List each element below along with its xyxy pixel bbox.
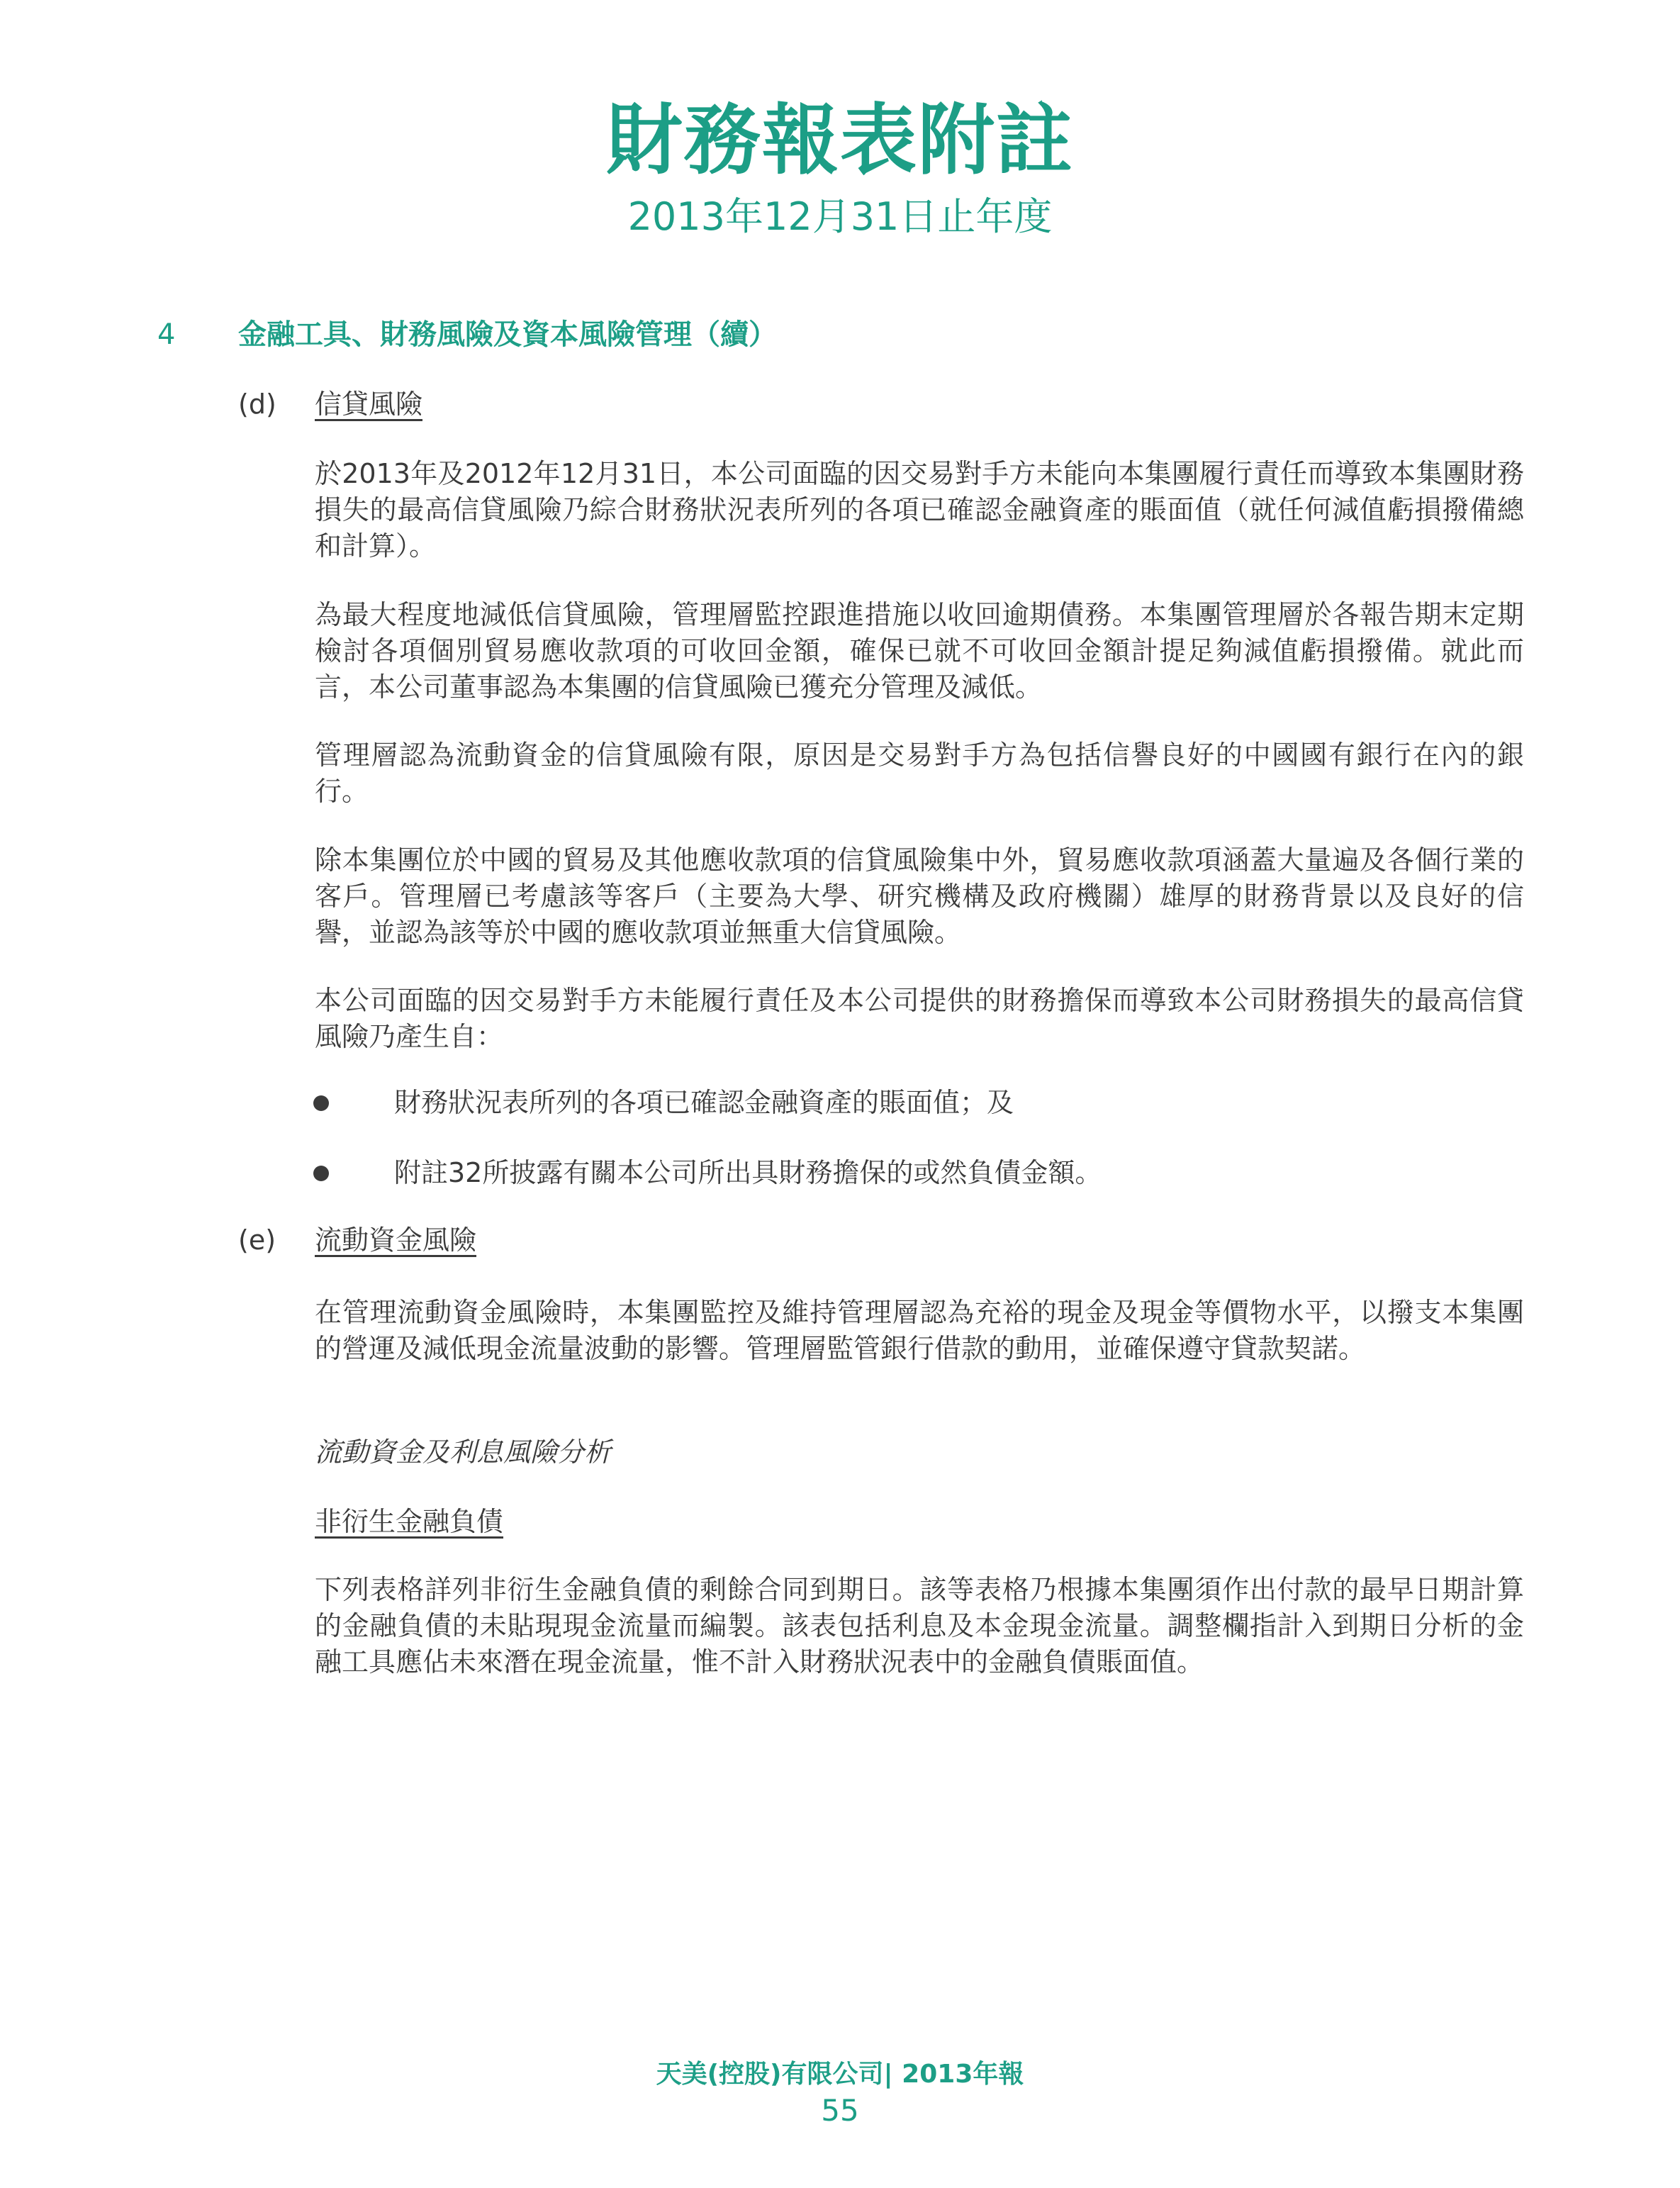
- bullet-icon: [313, 1095, 329, 1111]
- credit-risk-paragraph-5: 本公司面臨的因交易對手方未能履行責任及本公司提供的財務擔保而導致本公司財務損失的最高信貸風險乃產生自：: [315, 985, 1524, 1052]
- credit-risk-paragraph-3: 管理層認為流動資金的信貸風險有限，原因是交易對手方為包括信譽良好的中國國有銀行在內的銀行。: [315, 739, 1524, 807]
- credit-risk-paragraph-2: 為最大程度地減低信貸風險，管理層監控跟進措施以收回逾期債務。本集團管理層於各報告期末定期檢討各項個別貿易應收款項的可收回金額，確保已就不可收回金額計提足夠減值虧損撥備。就此而言，本公司董事認為本集團的信貸風險已獲充分管理及減低。: [315, 599, 1524, 703]
- subsection-d-heading: 信貸風險: [315, 389, 423, 420]
- credit-risk-paragraph-1: 於2013年及2012年12月31日，本公司面臨的因交易對手方未能向本集團履行責任而導致本集團財務損失的最高信貸風險乃綜合財務狀況表所列的各項已確認金融資產的賬面值（就任何減值虧損撥備總和計算）。: [315, 458, 1524, 562]
- footer-company: 天美(控股)有限公司| 2013年報: [656, 2060, 1024, 2089]
- section-number: 4: [157, 318, 176, 351]
- non-derivative-heading: 非衍生金融負債: [315, 1506, 504, 1537]
- non-derivative-heading-wrap: [315, 1504, 1524, 1540]
- subsection-d-label: (d): [238, 389, 276, 420]
- page-title: 財務報表附註: [605, 96, 1074, 185]
- liquidity-final-paragraph: 下列表格詳列非衍生金融負債的剩餘合同到期日。該等表格乃根據本集團須作出付款的最早日期計算的金融負債的未貼現現金流量而編製。該表包括利息及本金現金流量。調整欄指計入到期日分析的金融工具應佔未來潛在現金流量，惟不計入財務狀況表中的金融負債賬面值。: [315, 1574, 1524, 1678]
- credit-risk-bullet-2: 附註32所披露有關本公司所出具財務擔保的或然負債金額。: [394, 1157, 1102, 1188]
- bullet-icon: [313, 1166, 329, 1181]
- liquidity-risk-paragraph: 在管理流動資金風險時，本集團監控及維持管理層認為充裕的現金及現金等價物水平，以撥支本集團的營運及減低現金流量波動的影響。管理層監管銀行借款的動用，並確保遵守貸款契諾。: [315, 1297, 1524, 1364]
- page-subtitle: 2013年12月31日止年度: [627, 194, 1053, 239]
- credit-risk-paragraph-4: 除本集團位於中國的貿易及其他應收款項的信貸風險集中外，貿易應收款項涵蓋大量遍及各個行業的客戶。管理層已考慮該等客戶（主要為大學、研究機構及政府機關）雄厚的財務背景以及良好的信譽，並認為該等於中國的應收款項並無重大信貸風險。: [315, 844, 1524, 948]
- credit-risk-bullet-1: 財務狀況表所列的各項已確認金融資產的賬面值；及: [394, 1087, 1014, 1118]
- section-title: 金融工具、財務風險及資本風險管理（續）: [238, 318, 777, 351]
- liquidity-analysis-heading: 流動資金及利息風險分析: [315, 1436, 612, 1468]
- page-number: 55: [821, 2093, 859, 2128]
- subsection-e-label: (e): [238, 1224, 276, 1256]
- subsection-e-heading: 流動資金風險: [315, 1224, 477, 1256]
